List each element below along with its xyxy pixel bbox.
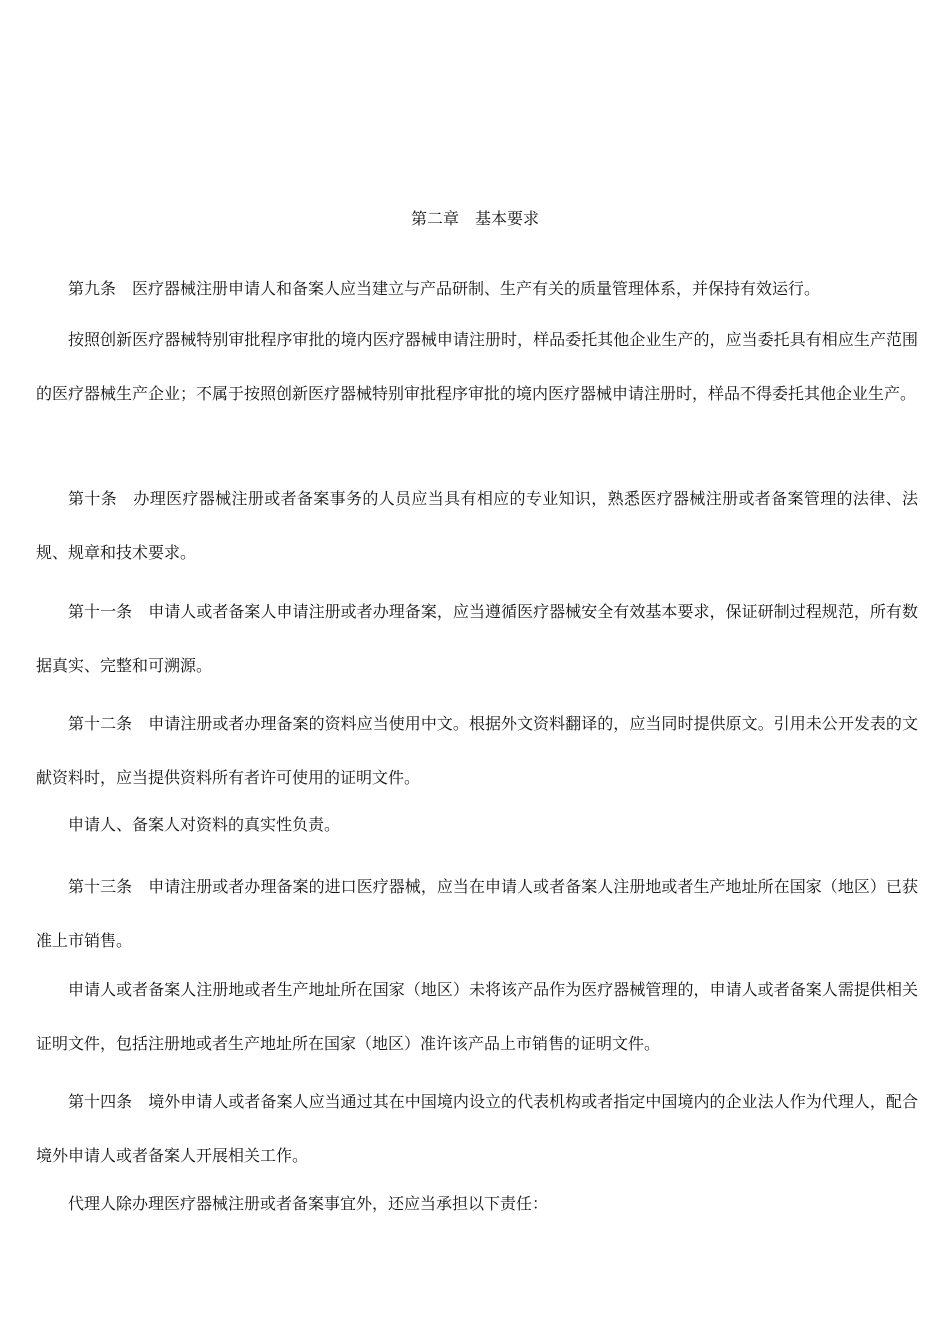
- article-text: 医疗器械注册申请人和备案人应当建立与产品研制、生产有关的质量管理体系，并保持有效运行。: [132, 279, 821, 298]
- article-label: 第十条: [68, 489, 118, 508]
- article-14-paragraph-2: [36, 1177, 918, 1231]
- paragraph-text: 按照创新医疗器械特别审批程序审批的境内医疗器械申请注册时，样品委托其他企业生产的，应当委托具有相应生产范围的医疗器械生产企业；不属于按照创新医疗器械特别审批程序审批的境内医疗器械申请注册时，样品不得委托其他企业生产。: [36, 330, 918, 403]
- paragraph-text: 代理人除办理医疗器械注册或者备案事宜外，还应当承担以下责任：: [68, 1194, 549, 1213]
- article-12-paragraph-2: [36, 798, 918, 852]
- article-13: [36, 860, 918, 968]
- article-label: 第九条: [68, 279, 117, 298]
- article-12: [36, 697, 918, 805]
- paragraph-text: 申请人、备案人对资料的真实性负责。: [68, 815, 341, 834]
- article-13-paragraph-2: [36, 963, 918, 1071]
- article-label: 第十二条: [68, 714, 133, 733]
- article-11: [36, 585, 918, 693]
- article-text: 申请注册或者办理备案的进口医疗器械，应当在申请人或者备案人注册地或者生产地址所在国家（地区）已获准上市销售。: [36, 877, 918, 950]
- article-14: [36, 1075, 918, 1183]
- chapter-heading: 第二章 基本要求: [410, 209, 539, 228]
- article-9-paragraph-2: [36, 313, 918, 421]
- article-text: 境外申请人或者备案人应当通过其在中国境内设立的代表机构或者指定中国境内的企业法人作为代理人，配合境外申请人或者备案人开展相关工作。: [36, 1092, 918, 1165]
- article-text: 申请注册或者办理备案的资料应当使用中文。根据外文资料翻译的，应当同时提供原文。引用未公开发表的文献资料时，应当提供资料所有者许可使用的证明文件。: [36, 714, 918, 787]
- paragraph-text: 申请人或者备案人注册地或者生产地址所在国家（地区）未将该产品作为医疗器械管理的，申请人或者备案人需提供相关证明文件，包括注册地或者生产地址所在国家（地区）准许该产品上市销售的证明文件。: [36, 980, 918, 1053]
- article-label: 第十四条: [68, 1092, 133, 1111]
- article-label: 第十一条: [68, 602, 133, 621]
- article-10: [36, 472, 918, 580]
- article-label: 第十三条: [68, 877, 133, 896]
- article-text: 申请人或者备案人申请注册或者办理备案，应当遵循医疗器械安全有效基本要求，保证研制过程规范，所有数据真实、完整和可溯源。: [36, 602, 918, 675]
- article-text: 办理医疗器械注册或者备案事务的人员应当具有相应的专业知识，熟悉医疗器械注册或者备案管理的法律、法规、规章和技术要求。: [36, 489, 918, 562]
- article-9: [36, 262, 918, 316]
